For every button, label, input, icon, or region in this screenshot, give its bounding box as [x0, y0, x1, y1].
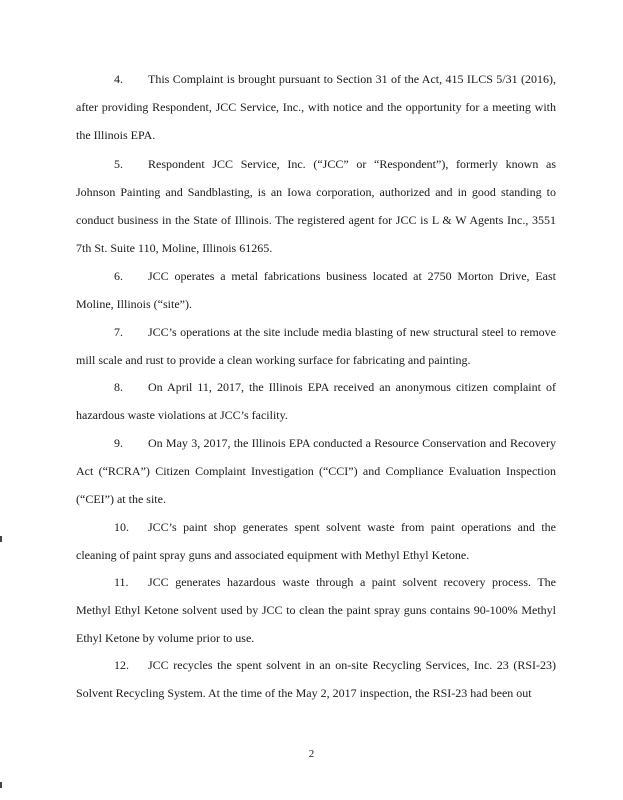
paragraph-text: JCC recycles the spent solvent in an on-site Recycling Services, Inc. 23 (RSI-23) Solvent Recycling System. At the time of the May 2, 2017 inspection, the RSI-23 had been out: [76, 658, 556, 700]
paragraph-9: [76, 429, 556, 513]
paragraph-number: 8.: [114, 380, 123, 394]
paragraph-number: 4.: [114, 72, 123, 86]
paragraph-4: [76, 65, 556, 149]
paragraph-number: 11.: [114, 575, 129, 589]
paragraph-number: 5.: [114, 157, 123, 171]
paragraph-number: 12.: [114, 658, 129, 672]
paragraph-number: 6.: [114, 269, 123, 283]
scan-edge-mark: [0, 536, 2, 542]
paragraph-11: [76, 568, 556, 652]
paragraph-10: [76, 513, 556, 569]
paragraph-text: JCC’s operations at the site include media blasting of new structural steel to remove mill scale and rust to provide a clean working surface for fabricating and painting.: [76, 325, 556, 367]
paragraph-text: JCC’s paint shop generates spent solvent waste from paint operations and the cleaning of paint spray guns and associated equipment with Methyl Ethyl Ketone.: [76, 520, 556, 562]
paragraph-8: [76, 373, 556, 429]
scan-edge-mark: [0, 782, 2, 788]
paragraph-text: On May 3, 2017, the Illinois EPA conducted a Resource Conservation and Recovery Act (“RCRA”) Citizen Complaint Investigation (“CCI”) and Compliance Evaluation Inspection (“CEI”) at the site.: [76, 436, 556, 506]
paragraph-text: Respondent JCC Service, Inc. (“JCC” or “Respondent”), formerly known as Johnson Painting and Sandblasting, is an Iowa corporation, authorized and in good standing to conduct business in the State of Illinois. The registered agent for JCC is L & W Agents Inc., 3551 7th St. Suite 110, Moline, Illinois 61265.: [76, 157, 556, 255]
paragraph-5: [76, 150, 556, 262]
paragraph-7: [76, 318, 556, 374]
paragraph-text: On April 11, 2017, the Illinois EPA received an anonymous citizen complaint of hazardous waste violations at JCC’s facility.: [76, 380, 556, 422]
paragraph-number: 7.: [114, 325, 123, 339]
paragraph-number: 10.: [114, 520, 129, 534]
paragraph-6: [76, 262, 556, 318]
paragraph-text: JCC operates a metal fabrications business located at 2750 Morton Drive, East Moline, Illinois (“site”).: [76, 269, 556, 311]
paragraph-12: [76, 651, 556, 707]
paragraph-text: JCC generates hazardous waste through a paint solvent recovery process. The Methyl Ethyl Ketone solvent used by JCC to clean the paint spray guns contains 90-100% Methyl Ethyl Ketone by volume prior to use.: [76, 575, 556, 645]
paragraph-text: This Complaint is brought pursuant to Section 31 of the Act, 415 ILCS 5/31 (2016), after providing Respondent, JCC Service, Inc., with notice and the opportunity for a meeting with the Illinois EPA.: [76, 72, 556, 142]
paragraph-number: 9.: [114, 436, 123, 450]
page-number: 2: [308, 748, 315, 760]
